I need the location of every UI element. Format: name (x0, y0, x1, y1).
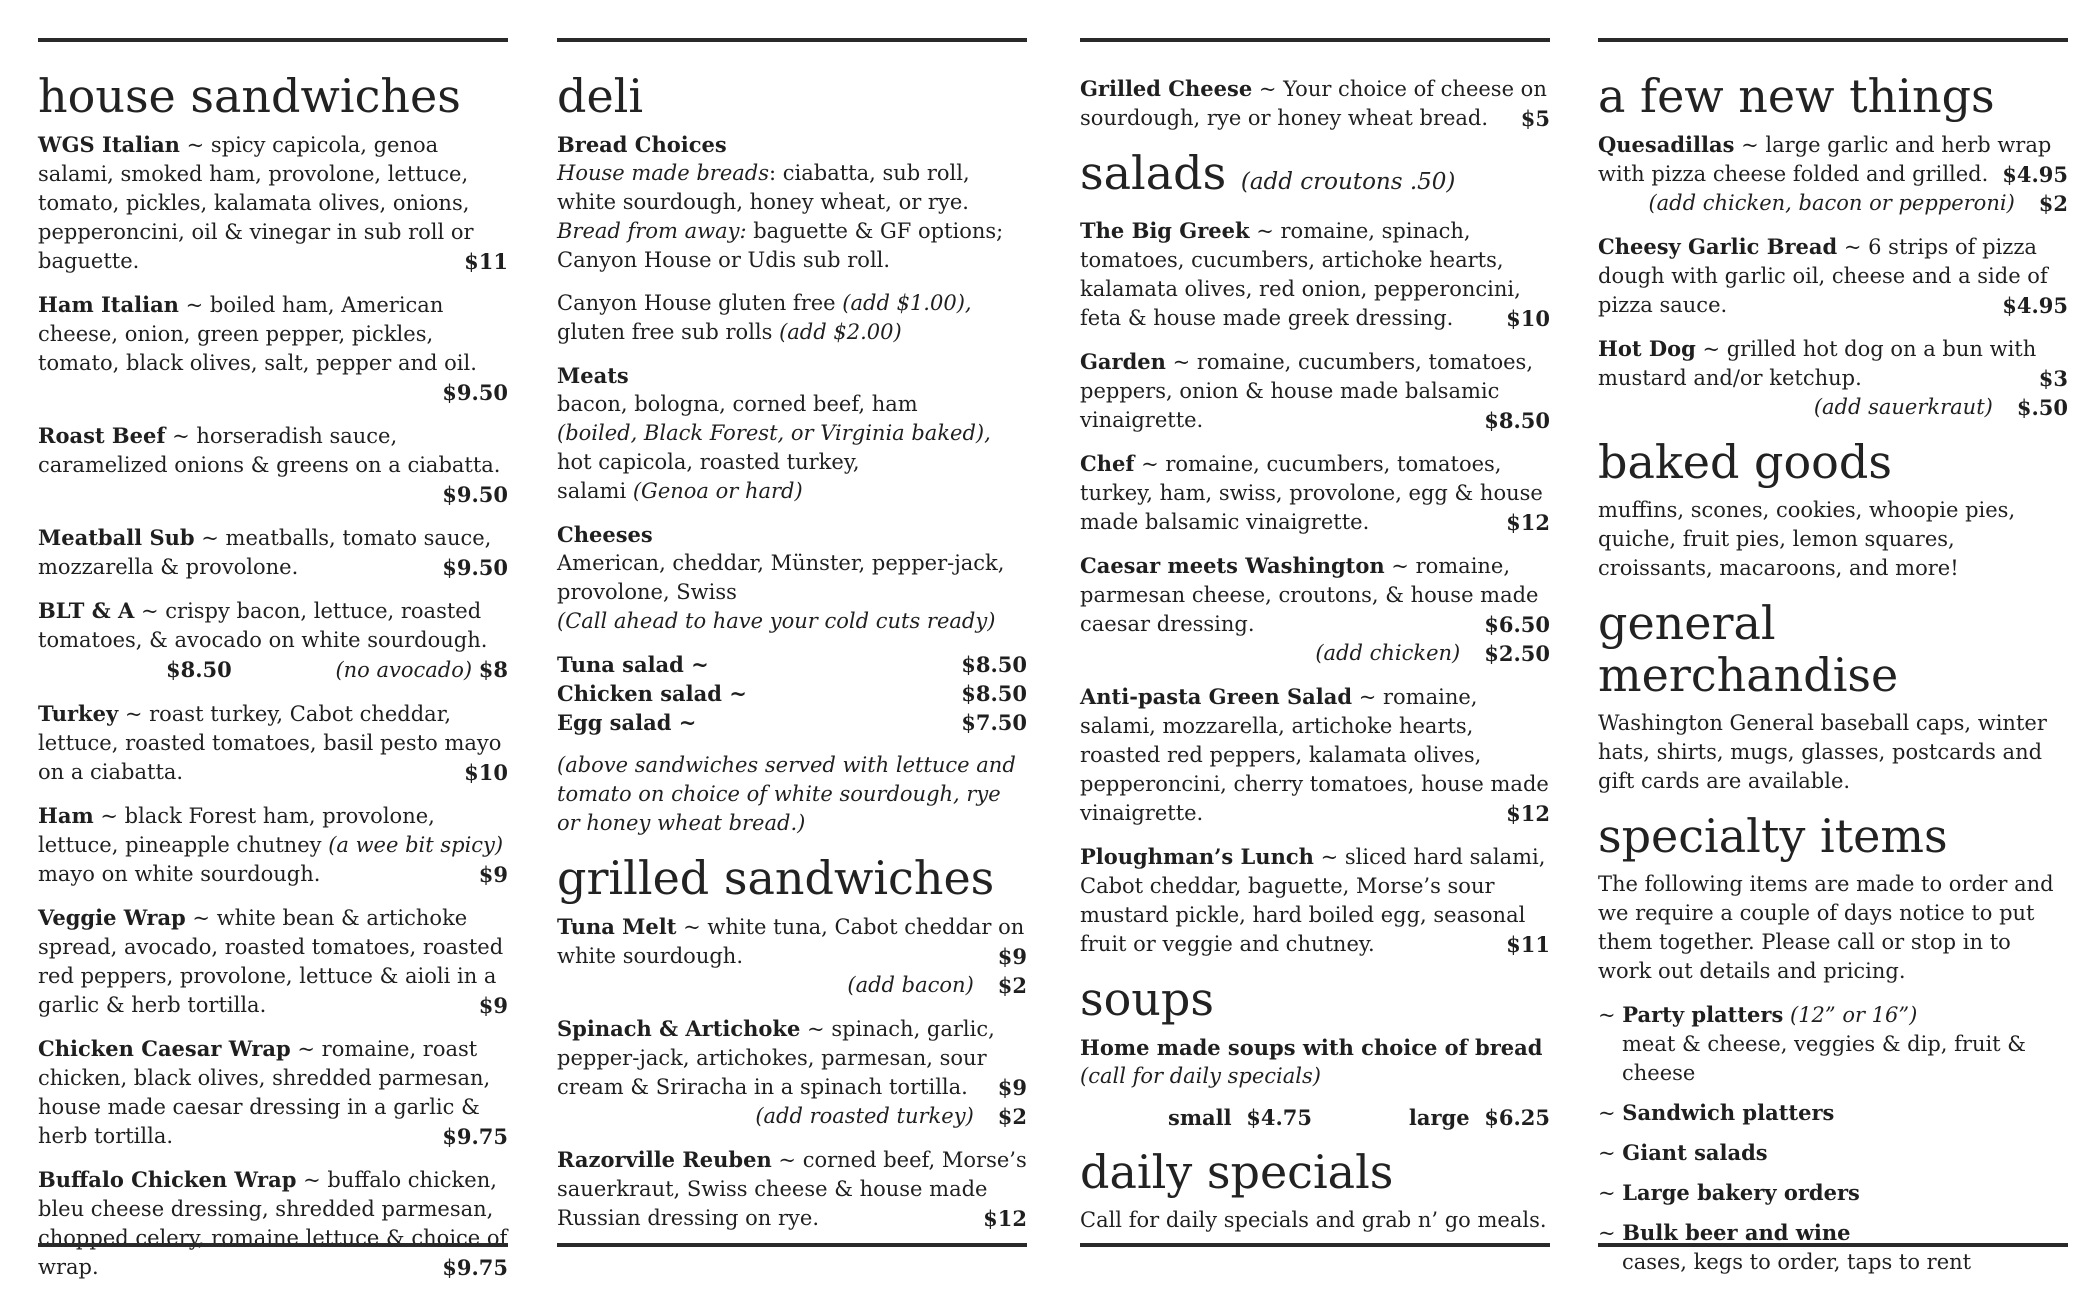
add-note: (add chicken) (1315, 641, 1461, 665)
deli-salad-price: $8.50 (961, 681, 1027, 706)
menu-item: Meatball Sub ~ meatballs, tomato sauce, mozzarella & provolone. $9.50 (38, 525, 508, 580)
divider (1598, 1243, 2068, 1247)
menu-item: Turkey ~ roast turkey, Cabot cheddar, lettuce, roasted tomatoes, basil pesto mayo on a ciabatta. $10 (38, 701, 508, 785)
item-name: WGS Italian (38, 132, 180, 157)
gf-b: gluten free sub rolls (557, 320, 773, 344)
menu-item: Ham ~ black Forest ham, provolone, lettuce, pineapple chutney (a wee bit spicy) mayo on white sourdough. $9 (38, 803, 508, 887)
menu-item: Buffalo Chicken Wrap ~ buffalo chicken, bleu cheese dressing, shredded parmesan, chopped celery, romaine lettuce & choice of wrap. $9.75 (38, 1167, 508, 1280)
soups-note: (call for daily specials) (1080, 1064, 1321, 1088)
item-desc: black Forest ham, provolone, lettuce, pineapple chutney (38, 804, 435, 857)
add-price: $2 (997, 973, 1027, 998)
item-desc: romaine, cucumbers, tomatoes, turkey, ham, swiss, provolone, egg & house made balsamic vinaigrette. (1080, 452, 1543, 534)
gf-a: Canyon House gluten free (557, 291, 836, 315)
item-price: $8.50 (166, 657, 232, 682)
meats-line-italic: (boiled, Black Forest, or Virginia baked), (557, 421, 991, 445)
meats (557, 361, 1027, 506)
divider (557, 1243, 1027, 1247)
section-title-salads (1080, 147, 1550, 208)
soup-large-price: $6.25 (1484, 1105, 1550, 1130)
add-note: (add bacon) (847, 973, 974, 997)
meats-line-b: hot capicola, roasted turkey, (557, 450, 860, 474)
deli-salad-name: Tuna salad ~ (557, 652, 709, 677)
add-row (1598, 393, 2068, 422)
item-desc: 6 strips of pizza dough with garlic oil, cheese and a side of pizza sauce. (1598, 235, 2048, 317)
soup-small-price: $4.75 (1246, 1105, 1312, 1130)
add-row (1598, 189, 2068, 218)
divider (1080, 1243, 1550, 1247)
item-name: Tuna Melt (557, 914, 677, 939)
cheeses-heading: Cheeses (557, 522, 653, 547)
add-note: (add sauerkraut) (1813, 395, 1993, 419)
item-price: $12 (1506, 510, 1550, 535)
item-desc: white bean & artichoke spread, avocado, roasted tomatoes, roasted red peppers, provolone, lettuce & aioli in a garlic & herb tortilla. (38, 906, 504, 1017)
add-row (557, 1102, 1027, 1131)
item-desc: crispy bacon, lettuce, roasted tomatoes, & avocado on white sourdough. (38, 599, 488, 652)
item-price: $9.50 (442, 555, 508, 580)
item-desc: grilled hot dog on a bun with mustard and/or ketchup. (1598, 337, 2037, 390)
specialty-name: Bulk beer and wine (1622, 1220, 1851, 1245)
item-price: $4.95 (2002, 162, 2068, 187)
soup-large-label: large (1408, 1105, 1470, 1130)
section-title-house-sandwiches: house sandwiches (38, 69, 461, 123)
menu-item: Anti-pasta Green Salad ~ romaine, salami, mozzarella, artichoke hearts, roasted red peppers, kalamata olives, pepperoncini, cherry tomatoes, house made vinaigrette. $12 (1080, 684, 1550, 826)
soups-heading: Home made soups with choice of bread (1080, 1035, 1543, 1060)
section-title-deli: deli (557, 69, 644, 123)
item-name: Turkey (38, 701, 119, 726)
baked-goods-text: muffins, scones, cookies, whoopie pies, quiche, fruit pies, lemon squares, croissants, macaroons, and more! (1598, 498, 2016, 580)
salads-croutons-note: (add croutons .50) (1240, 169, 1456, 195)
item-price: $12 (983, 1206, 1027, 1231)
item-desc: romaine, roast chicken, black olives, shredded parmesan, house made caesar dressing in a garlic & herb tortilla. (38, 1037, 491, 1148)
item-price: $9 (478, 993, 508, 1018)
item-name: Roast Beef (38, 423, 166, 448)
bread-heading: Bread Choices (557, 132, 727, 157)
item-desc: romaine, cucumbers, tomatoes, peppers, onion & house made balsamic vinaigrette. (1080, 350, 1534, 432)
item-name: Spinach & Artichoke (557, 1016, 801, 1041)
item-desc: large garlic and herb wrap with pizza cheese folded and grilled. (1598, 133, 2052, 186)
specialty-list (1598, 1000, 2068, 1277)
bread-house-label: House made breads (557, 161, 769, 185)
item-price: $9 (997, 944, 1027, 969)
item-price: $6.50 (1484, 612, 1550, 637)
item-desc: spicy capicola, genoa salami, smoked ham, provolone, lettuce, tomato, pickles, kalamata olives, onions, pepperoncini, oil & vinegar in sub roll or baguette. (38, 133, 474, 273)
item-price: $4.95 (2002, 293, 2068, 318)
item-name: Ham Italian (38, 292, 179, 317)
deli-salad-row (557, 679, 1027, 708)
add-note: (add roasted turkey) (755, 1104, 974, 1128)
column-house-sandwiches (38, 38, 508, 1296)
add-price: $2 (997, 1104, 1027, 1129)
section-title-baked-goods: baked goods (1598, 435, 1892, 489)
menu-item: Spinach & Artichoke ~ spinach, garlic, pepper-jack, artichokes, parmesan, sour cream & Sriracha in a spinach tortilla. $9 (add roasted turkey) $2 (557, 1016, 1027, 1129)
specialty-intro: The following items are made to order and we require a couple of days notice to put them together. Please call or stop in to work out details and pricing. (1598, 872, 2054, 983)
section-title-grilled-sandwiches: grilled sandwiches (557, 851, 995, 905)
specialty-name: Party platters (1622, 1002, 1784, 1027)
section-title-soups: soups (1080, 972, 1214, 1026)
specialty-name: Giant salads (1622, 1140, 1768, 1165)
soups-block (1080, 1033, 1550, 1132)
item-price: $11 (1506, 932, 1550, 957)
column-salads-soups (1080, 38, 1550, 1235)
alt-price-group (335, 655, 508, 685)
section-title-daily-specials: daily specials (1080, 1145, 1394, 1199)
menu-item-grilled-cheese: Grilled Cheese ~ Your choice of cheese on sourdough, rye or honey wheat bread. $5 (1080, 76, 1550, 131)
item-name: Chef (1080, 451, 1135, 476)
divider (38, 1243, 508, 1247)
bread-away-text: baguette & GF options; Canyon House or Udis sub roll. (557, 219, 1004, 272)
item-desc: buffalo chicken, bleu cheese dressing, shredded parmesan, chopped celery, romaine lettuce & choice of wrap. (38, 1168, 508, 1279)
add-row (1080, 639, 1550, 668)
item-price: $9.50 (442, 380, 508, 405)
menu-item: BLT & A ~ crispy bacon, lettuce, roasted tomatoes, & avocado on white sourdough. $8.50 (no avocado) $8 (38, 596, 508, 685)
deli-salad-row (557, 650, 1027, 679)
specialty-item: ~ Giant salads (1598, 1140, 1768, 1165)
soup-prices (1080, 1103, 1550, 1132)
add-price: $2.50 (1484, 641, 1550, 666)
column-deli (557, 38, 1027, 1247)
cheeses-list: American, cheddar, Münster, pepper-jack, provolone, Swiss (557, 551, 1005, 604)
item-price: $10 (464, 760, 508, 785)
section-title-new-things: a few new things (1598, 69, 1995, 123)
add-price: $.50 (2016, 395, 2068, 420)
item-price: $12 (1506, 801, 1550, 826)
item-price: $9.50 (442, 482, 508, 507)
daily-specials-text: Call for daily specials and grab n’ go meals. (1080, 1208, 1547, 1232)
gf-a-price: (add $1.00), (842, 291, 972, 315)
item-price: $9.75 (442, 1255, 508, 1280)
item-desc: corned beef, Morse’s sauerkraut, Swiss cheese & house made Russian dressing on rye. (557, 1148, 1027, 1230)
deli-salads-note: (above sandwiches served with lettuce and tomato on choice of white sourdough, rye or honey wheat bread.) (557, 753, 1016, 835)
meats-heading: Meats (557, 363, 629, 388)
deli-salad-price: $7.50 (961, 710, 1027, 735)
menu-item: Garden ~ romaine, cucumbers, tomatoes, peppers, onion & house made balsamic vinaigrette. $8.50 (1080, 349, 1550, 433)
item-name: Quesadillas (1598, 132, 1735, 157)
specialty-item: ~ Party platters (12” or 16”) meat & cheese, veggies & dip, fruit & cheese (1598, 1000, 2068, 1088)
deli-salad-name: Egg salad ~ (557, 710, 697, 735)
item-desc: spinach, garlic, pepper-jack, artichokes, parmesan, sour cream & Sriracha in a spinach tortilla. (557, 1017, 995, 1099)
meats-line-c: salami (557, 479, 627, 503)
specialty-item: ~ Bulk beer and wine cases, kegs to order, taps to rent (1598, 1218, 2068, 1277)
item-price: $9.75 (442, 1124, 508, 1149)
item-desc: romaine, parmesan cheese, croutons, & house made caesar dressing. (1080, 554, 1539, 636)
bread-house-text: : ciabatta, sub roll, white sourdough, honey wheat, or rye. (557, 161, 970, 214)
menu-item: Ham Italian ~ boiled ham, American cheese, onion, green pepper, pickles, tomato, black olives, salt, pepper and oil. $9.50 (38, 292, 508, 405)
specialty-detail: meat & cheese, veggies & dip, fruit & cheese (1622, 1032, 2026, 1085)
menu-item: Cheesy Garlic Bread ~ 6 strips of pizza dough with garlic oil, cheese and a side of pizza sauce. $4.95 (1598, 234, 2068, 318)
alt-note: (no avocado) (335, 658, 473, 682)
specialty-name: Large bakery orders (1622, 1180, 1860, 1205)
gf-b-price: (add $2.00) (779, 320, 902, 344)
item-desc: boiled ham, American cheese, onion, green pepper, pickles, tomato, black olives, salt, pepper and oil. (38, 293, 477, 375)
salads-title-text: salads (1080, 146, 1227, 200)
item-price: $11 (464, 249, 508, 274)
menu-item: Chef ~ romaine, cucumbers, tomatoes, turkey, ham, swiss, provolone, egg & house made balsamic vinaigrette. $12 (1080, 451, 1550, 535)
item-price: $9 (997, 1075, 1027, 1100)
item-price: $5 (1520, 106, 1550, 131)
menu-item: Veggie Wrap ~ white bean & artichoke spread, avocado, roasted tomatoes, roasted red peppers, provolone, lettuce & aioli in a garlic & herb tortilla. $9 (38, 905, 508, 1018)
section-title-specialty-items: specialty items (1598, 809, 1948, 863)
item-desc: horseradish sauce, caramelized onions & greens on a ciabatta. (38, 424, 501, 477)
menu-item: Roast Beef ~ horseradish sauce, caramelized onions & greens on a ciabatta. $9.50 (38, 423, 508, 507)
deli-salad-row (557, 708, 1027, 737)
item-price: $8.50 (1484, 408, 1550, 433)
item-name: Veggie Wrap (38, 905, 186, 930)
price-row (38, 655, 508, 685)
specialty-item: ~ Large bakery orders (1598, 1180, 1860, 1205)
cheeses (557, 520, 1027, 636)
item-desc: romaine, spinach, tomatoes, cucumbers, artichoke hearts, kalamata olives, red onion, pepperoncini, feta & house made greek dressing. (1080, 219, 1521, 330)
menu-item: Hot Dog ~ grilled hot dog on a bun with mustard and/or ketchup. $3 (add sauerkraut) $.50 (1598, 336, 2068, 420)
menu-item: Razorville Reuben ~ corned beef, Morse’s sauerkraut, Swiss cheese & house made Russian dressing on rye. $12 (557, 1147, 1027, 1231)
item-name: Buffalo Chicken Wrap (38, 1167, 297, 1192)
item-price: $9 (478, 862, 508, 887)
alt-price: $8 (478, 657, 508, 682)
item-desc: white tuna, Cabot cheddar on white sourdough. (557, 915, 1025, 968)
item-name: Caesar meets Washington (1080, 553, 1385, 578)
item-desc: roast turkey, Cabot cheddar, lettuce, roasted tomatoes, basil pesto mayo on a ciabatta. (38, 702, 502, 784)
item-desc: meatballs, tomato sauce, mozzarella & provolone. (38, 526, 492, 579)
menu-item: The Big Greek ~ romaine, spinach, tomatoes, cucumbers, artichoke hearts, kalamata olives, red onion, pepperoncini, feta & house made greek dressing. $10 (1080, 218, 1550, 331)
item-desc: romaine, salami, mozzarella, artichoke hearts, roasted red peppers, kalamata olives, pepperoncini, cherry tomatoes, house made vinaigrette. (1080, 685, 1549, 825)
item-name: Hot Dog (1598, 336, 1696, 361)
specialty-item: ~ Sandwich platters (1598, 1100, 1835, 1125)
item-desc: Your choice of cheese on sourdough, rye or honey wheat bread. (1080, 77, 1547, 130)
item-name: Grilled Cheese (1080, 76, 1253, 101)
deli-salad-price: $8.50 (961, 652, 1027, 677)
add-price: $2 (2038, 191, 2068, 216)
meats-line-a: bacon, bologna, corned beef, ham (557, 392, 918, 416)
specialty-name: Sandwich platters (1622, 1100, 1835, 1125)
item-desc: sliced hard salami, Cabot cheddar, baguette, Morse’s sour mustard pickle, hard boiled egg, seasonal fruit or veggie and chutney. (1080, 845, 1546, 956)
item-desc-note: (a wee bit spicy) (328, 833, 504, 857)
menu-item: WGS Italian ~ spicy capicola, genoa salami, smoked ham, provolone, lettuce, tomato, pickles, kalamata olives, onions, pepperoncini, oil & vinegar in sub roll or baguette. $11 (38, 132, 508, 274)
deli-salads (557, 650, 1027, 737)
bread-choices (557, 130, 1027, 275)
cheeses-note: (Call ahead to have your cold cuts ready) (557, 609, 996, 633)
soup-small-label: small (1168, 1105, 1232, 1130)
item-name: Cheesy Garlic Bread (1598, 234, 1838, 259)
gluten-free-note (557, 289, 1027, 347)
item-price: $3 (2038, 366, 2068, 391)
menu-item: Caesar meets Washington ~ romaine, parmesan cheese, croutons, & house made caesar dressing. $6.50 (add chicken) $2.50 (1080, 553, 1550, 666)
add-row (557, 971, 1027, 1000)
item-desc: mayo on white sourdough. (38, 862, 321, 886)
specialty-detail: cases, kegs to order, taps to rent (1622, 1250, 1972, 1274)
add-note: (add chicken, bacon or pepperoni) (1648, 191, 2015, 215)
column-new-things (1598, 38, 2068, 1287)
menu-item: Ploughman’s Lunch ~ sliced hard salami, Cabot cheddar, baguette, Morse’s sour mustard pickle, hard boiled egg, seasonal fruit or veggie and chutney. $11 (1080, 844, 1550, 957)
item-name: BLT & A (38, 598, 135, 623)
deli-salad-name: Chicken salad ~ (557, 681, 747, 706)
section-title-general-merchandise: general merchandise (1598, 596, 1899, 702)
item-name: Meatball Sub (38, 525, 195, 550)
merchandise-text: Washington General baseball caps, winter hats, shirts, mugs, glasses, postcards and gift cards are available. (1598, 711, 2047, 793)
specialty-note: (12” or 16”) (1790, 1003, 1918, 1027)
meats-line-c-note: (Genoa or hard) (632, 479, 803, 503)
item-name: Ham (38, 803, 94, 828)
item-name: Ploughman’s Lunch (1080, 844, 1314, 869)
menu-item: Chicken Caesar Wrap ~ romaine, roast chicken, black olives, shredded parmesan, house made caesar dressing in a garlic & herb tortilla. $9.75 (38, 1036, 508, 1149)
menu-item: Tuna Melt ~ white tuna, Cabot cheddar on white sourdough. $9 (add bacon) $2 (557, 914, 1027, 998)
item-name: Chicken Caesar Wrap (38, 1036, 291, 1061)
item-price: $10 (1506, 306, 1550, 331)
item-name: Anti-pasta Green Salad (1080, 684, 1353, 709)
menu-item: Quesadillas ~ large garlic and herb wrap with pizza cheese folded and grilled. $4.95 (add chicken, bacon or pepperoni) $2 (1598, 132, 2068, 216)
bread-away-label: Bread from away: (557, 219, 747, 243)
item-name: Garden (1080, 349, 1166, 374)
item-name: Razorville Reuben (557, 1147, 772, 1172)
item-name: The Big Greek (1080, 218, 1250, 243)
